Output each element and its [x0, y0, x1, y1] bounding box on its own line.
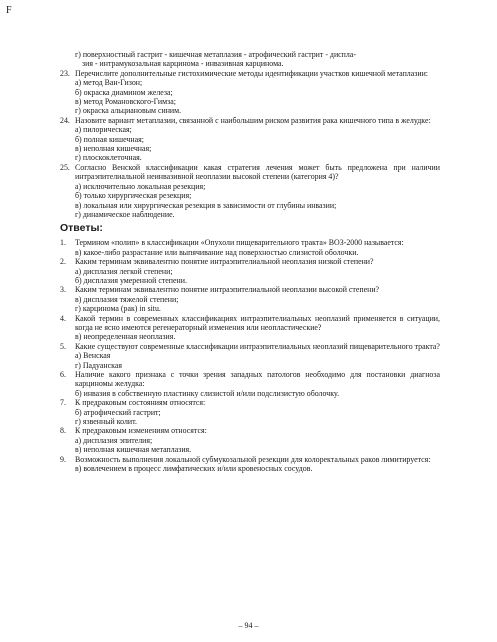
option-text: г) плоскоклеточная.	[75, 153, 142, 163]
answer-1	[60, 238, 440, 257]
answer-number: 8.	[60, 426, 66, 436]
answer-option: б) дисплазия умеренной степени.	[75, 275, 187, 285]
answer-option: г) карцинома (рак) in situ.	[75, 304, 161, 314]
page-content	[60, 50, 440, 473]
answer-question-text: Какой термин в современных классификациях интраэпителиальных неоплазий применяется в ситуации, когда не ясно имеются регенераторный изменения или неопластические?	[75, 313, 440, 332]
question-24	[60, 116, 440, 163]
answer-option: в) неполная кишечная метаплазия.	[75, 445, 192, 455]
page-number: – 94 –	[238, 621, 259, 630]
answer-number: 9.	[60, 454, 66, 464]
corner-label: F	[6, 5, 12, 16]
answer-question-text: Термином «полип» в классификации «Опухоли пищеварительного тракта» ВОЗ-2000 называется:	[75, 238, 404, 248]
answer-question-text: К предраковым состояниям относятся:	[75, 398, 206, 408]
answer-number: 3.	[60, 285, 66, 295]
question-number: 23.	[60, 68, 70, 78]
answer-option: а) дисплазия легкой степени;	[75, 266, 173, 276]
answer-9	[60, 455, 440, 474]
answer-question-text: Какие существуют современные классификации интраэпителиальных неоплазий пищеварительного тракта?	[75, 341, 440, 351]
option-text: г) поверхностный гастрит - кишечная метаплазия - атрофический гастрит - диспла-	[75, 50, 356, 59]
question-number: 25.	[60, 162, 70, 172]
answer-question-text: Каким терминам эквивалентно понятие интраэпителиальной неоплазия низкой степени?	[75, 257, 374, 267]
question-23	[60, 69, 440, 116]
answer-option: б) атрофический гастрит;	[75, 407, 161, 417]
option-text: б) только хирургическая резекция;	[75, 191, 192, 201]
option-text: в) метод Романовского-Гимза;	[75, 97, 176, 107]
question-text: Перечислите дополнительные гистохимические методы идентификации участков кишечной метаплазии:	[75, 68, 428, 78]
option-text: б) окраска диамином железа;	[75, 87, 173, 97]
question-25	[60, 163, 440, 219]
answer-number: 5.	[60, 341, 66, 351]
answer-number: 7.	[60, 398, 66, 408]
answer-3	[60, 285, 440, 313]
answer-number: 1.	[60, 238, 66, 248]
answer-option: в) вовлечением в процесс лимфатических и/или кровеносных сосудов.	[75, 464, 313, 474]
answer-option: в) неопределенная неоплазия.	[75, 332, 176, 342]
option-text: а) исключительно локальная резекция;	[75, 181, 206, 191]
answer-option: а) дисплазия эпителия;	[75, 435, 153, 445]
option-text: г) динамическое наблюдение.	[75, 209, 175, 219]
answer-option: а) Венская	[75, 351, 111, 361]
option-text: г) окраска альциановым синим.	[75, 106, 182, 116]
answer-option: в) дисплазия тяжелой степени;	[75, 294, 179, 304]
option-text: а) метод Ван-Гизон;	[75, 78, 143, 88]
answer-7	[60, 398, 440, 426]
answer-option: г) язвенный колит.	[75, 417, 137, 427]
option-text: б) полная кишечная;	[75, 134, 144, 144]
answer-8	[60, 426, 440, 454]
answer-question-text: Наличие какого признака с точки зрения западных патологов необходимо для постановки диагноза карциномы желудка:	[75, 370, 440, 389]
answer-6	[60, 370, 440, 398]
option-text: а) пилорическая;	[75, 125, 132, 135]
answer-5	[60, 342, 440, 370]
answers-heading: Ответы:	[60, 222, 103, 235]
answer-option: г) Падуанская	[75, 360, 122, 370]
answer-2	[60, 257, 440, 285]
option-text: в) локальная или хирургическая резекция в зависимости от глубины инвазии;	[75, 200, 337, 210]
option-text: в) неполная кишечная;	[75, 144, 152, 154]
question-number: 24.	[60, 115, 70, 125]
answer-4	[60, 314, 440, 342]
option-text: зия - интрамукозальная карцинома - инвазивная карцинома.	[82, 59, 284, 69]
answer-number: 2.	[60, 257, 66, 267]
question-text: Назовите вариант метаплазии, связанной с наибольшим риском развития рака кишечного типа в желудке:	[75, 115, 431, 125]
answer-question-text: К предраковым изменениям относятся:	[75, 426, 207, 436]
answer-question-text: Каким терминам эквивалентно понятие интраэпителиальной неоплазии высокой степени?	[75, 285, 380, 295]
answer-question-text: Возможность выполнения локальной субмукозальной резекции для колоректальных раков лимитируется:	[75, 454, 431, 464]
answer-number: 6.	[60, 370, 66, 379]
answer-option: в) какое-либо разрастание или выпячивание над поверхностью слизистой оболочки.	[75, 247, 359, 257]
answer-option: б) инвазия в собственную пластинку слизистой и/или подслизистую оболочку.	[75, 388, 340, 398]
answer-number: 4.	[60, 313, 66, 323]
question-text: Согласно Венской классификации какая стратегия лечения может быть предложена при наличии интраэпителиальной неинвазивной неоплазии высокой степени (категория 4)?	[75, 162, 440, 182]
question-22-tail	[60, 50, 440, 69]
